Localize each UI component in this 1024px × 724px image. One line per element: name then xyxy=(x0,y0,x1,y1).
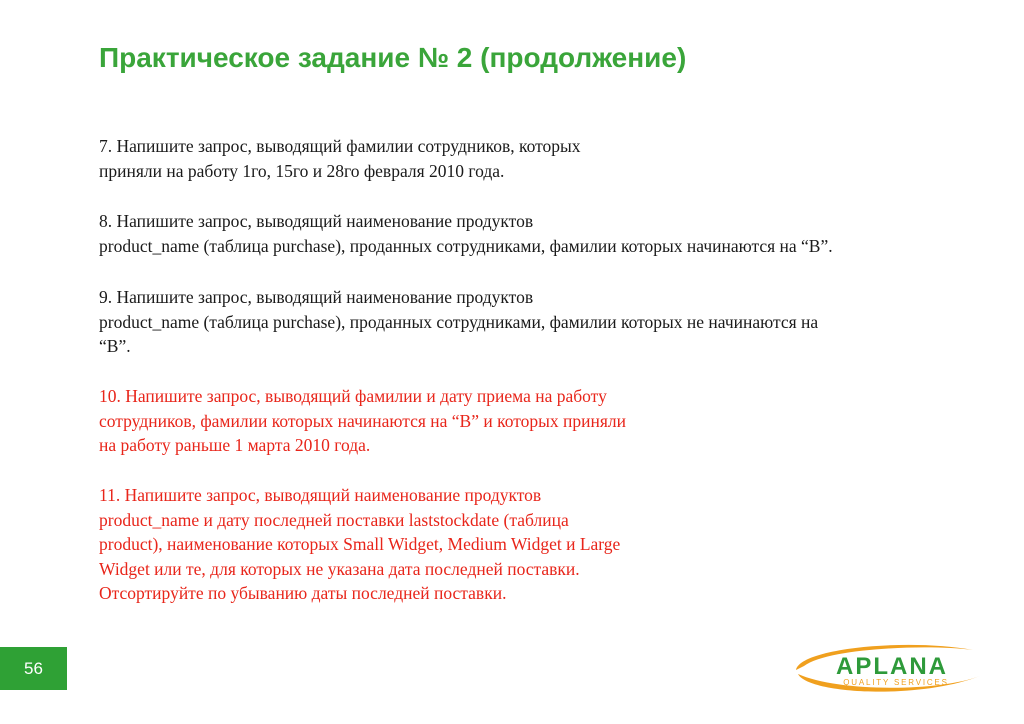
task-line: приняли на работу 1го, 15го и 28го февраля 2010 года. xyxy=(99,160,505,181)
logo-name: APLANA xyxy=(836,653,948,680)
task-line: 8. Напишите запрос, выводящий наименование продуктов xyxy=(99,211,534,231)
page-number-badge: 56 xyxy=(0,647,67,690)
task-10 xyxy=(99,384,626,458)
logo-tagline: QUALITY SERVICES xyxy=(843,678,949,687)
task-7 xyxy=(99,134,581,183)
task-line: 11. Напишите запрос, выводящий наименование продуктов xyxy=(99,485,542,505)
slide-title: Практическое задание № 2 (продолжение) xyxy=(99,42,687,73)
task-line: 7. Напишите запрос, выводящий фамилии сотрудников, которых xyxy=(99,136,581,156)
task-line: Widget или те, для которых не указана дата последней поставки. xyxy=(99,558,580,579)
task-line: product_name (таблица purchase), проданных сотрудниками, фамилии которых не начинаются на xyxy=(99,311,819,332)
task-line: “В”. xyxy=(99,336,131,356)
task-8 xyxy=(99,209,833,258)
task-11 xyxy=(99,483,620,606)
task-line: product_name и дату последней поставки laststockdate (таблица xyxy=(99,509,569,530)
task-line: 9. Напишите запрос, выводящий наименование продуктов xyxy=(99,287,534,307)
task-line: 10. Напишите запрос, выводящий фамилии и дату приема на работу xyxy=(99,386,607,406)
task-line: сотрудников, фамилии которых начинаются на “В” и которых приняли xyxy=(99,410,627,431)
aplana-logo xyxy=(788,640,988,698)
task-line: product), наименование которых Small Widget, Medium Widget и Large xyxy=(99,534,621,554)
task-line: Отсортируйте по убыванию даты последней поставки. xyxy=(99,583,507,603)
task-line: product_name (таблица purchase), проданных сотрудниками, фамилии которых начинаются на “В”. xyxy=(99,235,833,256)
task-9 xyxy=(99,285,818,359)
task-line: на работу раньше 1 марта 2010 года. xyxy=(99,435,371,455)
